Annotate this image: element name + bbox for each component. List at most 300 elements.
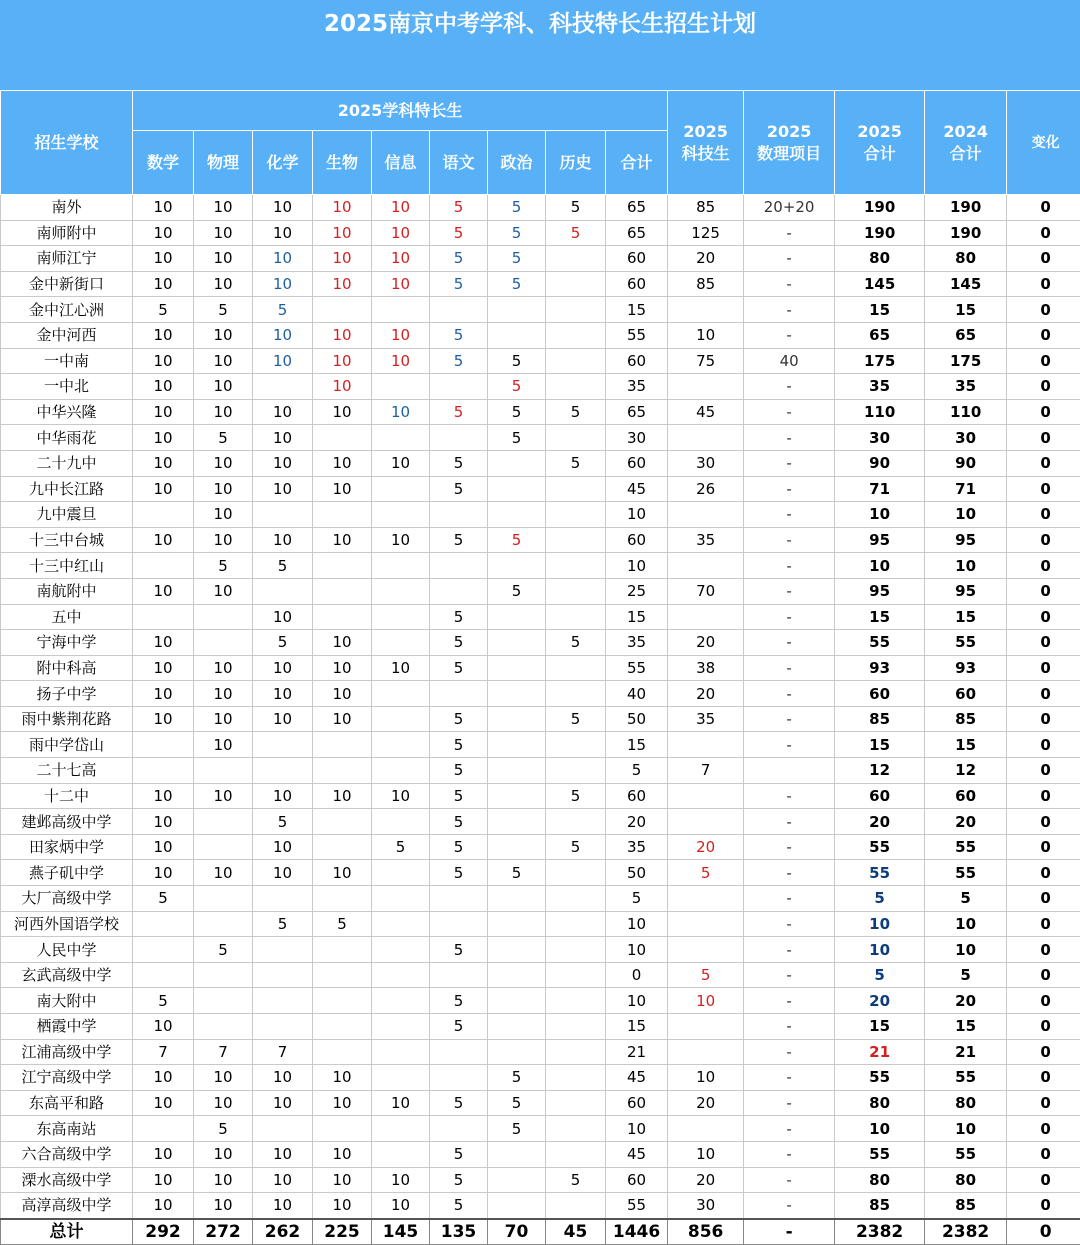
it-cell <box>372 681 430 707</box>
physics-cell: 10 <box>194 476 253 502</box>
physics-cell <box>194 758 253 784</box>
history-cell <box>546 732 606 758</box>
physics-cell: 10 <box>194 783 253 809</box>
chemistry-cell: 10 <box>253 1065 313 1091</box>
history-cell <box>546 246 606 272</box>
change-cell: 0 <box>1007 962 1080 988</box>
math-cell: 10 <box>133 1193 194 1219</box>
tech-cell: 75 <box>668 348 744 374</box>
total-2024-cell: 85 <box>925 1193 1007 1219</box>
subject-sum-cell: 50 <box>606 860 668 886</box>
subject-header-sum: 合计 <box>606 131 668 195</box>
table-row <box>1 809 1080 835</box>
table-row <box>1 578 1080 604</box>
chinese-cell: 5 <box>430 322 488 348</box>
math-cell: 10 <box>133 1141 194 1167</box>
enrollment-table <box>0 90 1080 1245</box>
it-cell: 10 <box>372 348 430 374</box>
school-header: 招生学校 <box>1 91 133 195</box>
it-cell: 10 <box>372 527 430 553</box>
politics-cell <box>488 630 546 656</box>
math-cell: 10 <box>133 322 194 348</box>
change-cell: 0 <box>1007 553 1080 579</box>
subject-sum-cell: 21 <box>606 1039 668 1065</box>
chinese-cell: 5 <box>430 1141 488 1167</box>
table-row <box>1 604 1080 630</box>
politics-cell: 5 <box>488 220 546 246</box>
math-cell: 10 <box>133 425 194 451</box>
chinese-cell: 5 <box>430 1167 488 1193</box>
physics-cell <box>194 911 253 937</box>
physics-cell <box>194 809 253 835</box>
chinese-cell: 5 <box>430 758 488 784</box>
change-cell: 0 <box>1007 630 1080 656</box>
math-physics-cell: - <box>744 1193 835 1219</box>
total-2025-cell: 55 <box>835 630 925 656</box>
total-total-2024-cell: 2382 <box>925 1219 1007 1245</box>
math-physics-cell: - <box>744 246 835 272</box>
total-2025-cell: 190 <box>835 195 925 221</box>
change-cell: 0 <box>1007 322 1080 348</box>
subject-sum-cell: 55 <box>606 1193 668 1219</box>
it-cell <box>372 553 430 579</box>
history-cell <box>546 655 606 681</box>
tech-cell: 5 <box>668 962 744 988</box>
politics-cell <box>488 1039 546 1065</box>
physics-cell: 10 <box>194 706 253 732</box>
change-cell: 0 <box>1007 1065 1080 1091</box>
history-cell <box>546 1141 606 1167</box>
school-name-cell: 溧水高级中学 <box>1 1167 133 1193</box>
school-name-cell: 田家炳中学 <box>1 834 133 860</box>
tech-cell <box>668 783 744 809</box>
politics-cell: 5 <box>488 246 546 272</box>
total-math-cell: 292 <box>133 1219 194 1245</box>
tech-cell: 20 <box>668 1167 744 1193</box>
school-name-cell: 宁海中学 <box>1 630 133 656</box>
school-name-cell: 九中长江路 <box>1 476 133 502</box>
subject-sum-cell: 10 <box>606 937 668 963</box>
physics-cell <box>194 1014 253 1040</box>
it-cell <box>372 988 430 1014</box>
change-cell: 0 <box>1007 1090 1080 1116</box>
history-cell <box>546 681 606 707</box>
physics-cell <box>194 630 253 656</box>
biology-cell <box>313 834 372 860</box>
biology-cell <box>313 732 372 758</box>
chinese-cell: 5 <box>430 655 488 681</box>
table-row <box>1 886 1080 912</box>
total-2025-cell: 145 <box>835 271 925 297</box>
math-physics-cell: - <box>744 834 835 860</box>
biology-cell: 10 <box>313 1090 372 1116</box>
math-physics-cell: - <box>744 860 835 886</box>
total-2024-cell: 65 <box>925 322 1007 348</box>
total-2025-header: 2025 合计 <box>835 91 925 195</box>
politics-cell: 5 <box>488 195 546 221</box>
chemistry-cell: 5 <box>253 809 313 835</box>
biology-cell: 10 <box>313 348 372 374</box>
school-name-cell: 金中江心洲 <box>1 297 133 323</box>
it-cell <box>372 706 430 732</box>
total-2024-cell: 175 <box>925 348 1007 374</box>
biology-cell: 10 <box>313 476 372 502</box>
tech-cell <box>668 1116 744 1142</box>
biology-cell: 10 <box>313 706 372 732</box>
school-name-cell: 九中震旦 <box>1 502 133 528</box>
subject-sum-cell: 65 <box>606 195 668 221</box>
total-2025-cell: 60 <box>835 783 925 809</box>
school-name-cell: 五中 <box>1 604 133 630</box>
school-name-cell: 十三中红山 <box>1 553 133 579</box>
it-cell <box>372 1141 430 1167</box>
politics-cell: 5 <box>488 1116 546 1142</box>
chemistry-cell: 10 <box>253 681 313 707</box>
math-cell <box>133 937 194 963</box>
chinese-cell: 5 <box>430 860 488 886</box>
politics-cell <box>488 476 546 502</box>
math-physics-cell: - <box>744 476 835 502</box>
math-physics-cell: - <box>744 527 835 553</box>
change-cell: 0 <box>1007 246 1080 272</box>
school-name-cell: 扬子中学 <box>1 681 133 707</box>
table-row <box>1 1065 1080 1091</box>
subject-sum-cell: 15 <box>606 604 668 630</box>
physics-cell: 10 <box>194 246 253 272</box>
change-cell: 0 <box>1007 988 1080 1014</box>
math-cell <box>133 502 194 528</box>
table-row <box>1 246 1080 272</box>
physics-cell: 10 <box>194 681 253 707</box>
table-row <box>1 1039 1080 1065</box>
tech-cell: 20 <box>668 834 744 860</box>
table-row <box>1 425 1080 451</box>
chemistry-cell: 10 <box>253 246 313 272</box>
math-cell <box>133 758 194 784</box>
chemistry-cell: 5 <box>253 553 313 579</box>
math-physics-cell: - <box>744 809 835 835</box>
physics-cell: 10 <box>194 1065 253 1091</box>
history-cell: 5 <box>546 195 606 221</box>
it-cell: 10 <box>372 1193 430 1219</box>
chinese-cell: 5 <box>430 348 488 374</box>
math-cell: 10 <box>133 1167 194 1193</box>
politics-cell <box>488 655 546 681</box>
school-name-cell: 中华雨花 <box>1 425 133 451</box>
table-row <box>1 732 1080 758</box>
change-cell: 0 <box>1007 271 1080 297</box>
history-cell <box>546 322 606 348</box>
subject-sum-cell: 45 <box>606 476 668 502</box>
subject-sum-cell: 65 <box>606 220 668 246</box>
chinese-cell: 5 <box>430 834 488 860</box>
chinese-cell: 5 <box>430 732 488 758</box>
history-cell <box>546 886 606 912</box>
subject-sum-cell: 45 <box>606 1065 668 1091</box>
total-2025-cell: 10 <box>835 502 925 528</box>
physics-cell: 10 <box>194 1193 253 1219</box>
chinese-cell: 5 <box>430 220 488 246</box>
history-cell: 5 <box>546 783 606 809</box>
tech-cell <box>668 732 744 758</box>
chinese-cell: 5 <box>430 246 488 272</box>
total-2024-cell: 35 <box>925 374 1007 400</box>
math-cell <box>133 1116 194 1142</box>
tech-cell: 85 <box>668 271 744 297</box>
tech-cell <box>668 937 744 963</box>
chinese-cell: 5 <box>430 988 488 1014</box>
physics-cell <box>194 988 253 1014</box>
change-cell: 0 <box>1007 655 1080 681</box>
table-row <box>1 195 1080 221</box>
tech-cell <box>668 374 744 400</box>
total-total-2025-cell: 2382 <box>835 1219 925 1245</box>
physics-cell <box>194 886 253 912</box>
total-history-cell: 45 <box>546 1219 606 1245</box>
tech-cell: 26 <box>668 476 744 502</box>
total-2024-cell: 10 <box>925 553 1007 579</box>
biology-cell <box>313 1014 372 1040</box>
biology-cell: 5 <box>313 911 372 937</box>
tech-cell <box>668 809 744 835</box>
total-2024-cell: 190 <box>925 195 1007 221</box>
table-row <box>1 322 1080 348</box>
math-cell: 5 <box>133 988 194 1014</box>
politics-cell <box>488 706 546 732</box>
math-cell: 10 <box>133 527 194 553</box>
school-name-cell: 南外 <box>1 195 133 221</box>
math-physics-header: 2025 数理项目 <box>744 91 835 195</box>
chemistry-cell: 10 <box>253 1090 313 1116</box>
it-cell <box>372 630 430 656</box>
table-row <box>1 1014 1080 1040</box>
total-2024-cell: 80 <box>925 1090 1007 1116</box>
change-cell: 0 <box>1007 758 1080 784</box>
politics-cell <box>488 297 546 323</box>
total-2024-header: 2024 合计 <box>925 91 1007 195</box>
politics-cell <box>488 783 546 809</box>
chinese-cell: 5 <box>430 450 488 476</box>
total-2025-cell: 30 <box>835 425 925 451</box>
change-cell: 0 <box>1007 450 1080 476</box>
subject-header-math: 数学 <box>133 131 194 195</box>
biology-cell: 10 <box>313 220 372 246</box>
change-cell: 0 <box>1007 399 1080 425</box>
table-row <box>1 860 1080 886</box>
biology-cell: 10 <box>313 195 372 221</box>
math-cell: 10 <box>133 860 194 886</box>
history-cell <box>546 502 606 528</box>
politics-cell: 5 <box>488 860 546 886</box>
school-name-cell: 二十七高 <box>1 758 133 784</box>
math-cell: 7 <box>133 1039 194 1065</box>
chemistry-cell <box>253 988 313 1014</box>
math-physics-cell: - <box>744 271 835 297</box>
politics-cell <box>488 681 546 707</box>
total-2024-cell: 15 <box>925 297 1007 323</box>
chemistry-cell: 10 <box>253 271 313 297</box>
chinese-cell <box>430 886 488 912</box>
tech-cell <box>668 886 744 912</box>
history-cell <box>546 578 606 604</box>
total-2024-cell: 190 <box>925 220 1007 246</box>
chinese-cell <box>430 502 488 528</box>
chinese-cell: 5 <box>430 783 488 809</box>
chinese-cell <box>430 1116 488 1142</box>
chemistry-cell: 10 <box>253 399 313 425</box>
total-2025-cell: 95 <box>835 578 925 604</box>
school-name-cell: 附中科高 <box>1 655 133 681</box>
table-row <box>1 348 1080 374</box>
physics-cell <box>194 604 253 630</box>
school-name-cell: 南大附中 <box>1 988 133 1014</box>
it-cell <box>372 809 430 835</box>
subject-sum-cell: 60 <box>606 271 668 297</box>
history-cell: 5 <box>546 630 606 656</box>
total-label: 总计 <box>1 1219 133 1245</box>
biology-cell: 10 <box>313 527 372 553</box>
math-cell: 10 <box>133 399 194 425</box>
subject-header-it: 信息 <box>372 131 430 195</box>
subject-sum-cell: 55 <box>606 655 668 681</box>
total-2024-cell: 20 <box>925 988 1007 1014</box>
table-row <box>1 630 1080 656</box>
politics-cell: 5 <box>488 399 546 425</box>
math-cell <box>133 911 194 937</box>
change-cell: 0 <box>1007 348 1080 374</box>
math-cell: 10 <box>133 271 194 297</box>
subject-sum-cell: 60 <box>606 246 668 272</box>
tech-header: 2025 科技生 <box>668 91 744 195</box>
school-name-cell: 金中新街口 <box>1 271 133 297</box>
tech-cell: 20 <box>668 246 744 272</box>
chemistry-cell: 5 <box>253 297 313 323</box>
math-physics-cell: - <box>744 655 835 681</box>
tech-cell: 20 <box>668 1090 744 1116</box>
politics-cell <box>488 911 546 937</box>
math-physics-cell: - <box>744 1141 835 1167</box>
chemistry-cell: 10 <box>253 195 313 221</box>
chinese-cell <box>430 1065 488 1091</box>
total-2025-cell: 10 <box>835 553 925 579</box>
school-name-cell: 东高南站 <box>1 1116 133 1142</box>
subject-sum-cell: 60 <box>606 450 668 476</box>
physics-cell: 5 <box>194 425 253 451</box>
chinese-cell: 5 <box>430 399 488 425</box>
tech-cell: 30 <box>668 1193 744 1219</box>
tech-cell: 10 <box>668 322 744 348</box>
chinese-cell: 5 <box>430 1090 488 1116</box>
it-cell <box>372 1065 430 1091</box>
table-row <box>1 988 1080 1014</box>
tech-cell <box>668 502 744 528</box>
history-cell <box>546 425 606 451</box>
table-row <box>1 655 1080 681</box>
biology-cell <box>313 988 372 1014</box>
math-physics-cell: - <box>744 1039 835 1065</box>
math-physics-cell: - <box>744 220 835 246</box>
politics-cell <box>488 502 546 528</box>
total-biology-cell: 225 <box>313 1219 372 1245</box>
total-2025-cell: 71 <box>835 476 925 502</box>
tech-cell: 85 <box>668 195 744 221</box>
math-cell: 10 <box>133 220 194 246</box>
it-cell <box>372 911 430 937</box>
tech-cell: 10 <box>668 988 744 1014</box>
subject-sum-cell: 15 <box>606 297 668 323</box>
total-2025-cell: 5 <box>835 886 925 912</box>
math-cell: 10 <box>133 1090 194 1116</box>
politics-cell: 5 <box>488 271 546 297</box>
it-cell <box>372 476 430 502</box>
physics-cell <box>194 962 253 988</box>
subject-sum-cell: 10 <box>606 988 668 1014</box>
chinese-cell: 5 <box>430 271 488 297</box>
total-2025-cell: 15 <box>835 297 925 323</box>
chemistry-cell: 10 <box>253 604 313 630</box>
math-physics-cell: - <box>744 578 835 604</box>
tech-cell: 7 <box>668 758 744 784</box>
math-cell: 10 <box>133 706 194 732</box>
biology-cell: 10 <box>313 681 372 707</box>
chinese-cell <box>430 425 488 451</box>
physics-cell <box>194 834 253 860</box>
table-row <box>1 834 1080 860</box>
table-row <box>1 450 1080 476</box>
total-2024-cell: 55 <box>925 860 1007 886</box>
math-cell: 10 <box>133 195 194 221</box>
physics-cell: 10 <box>194 322 253 348</box>
total-2025-cell: 10 <box>835 937 925 963</box>
table-row <box>1 758 1080 784</box>
total-2025-cell: 60 <box>835 681 925 707</box>
total-2024-cell: 60 <box>925 681 1007 707</box>
subject-sum-cell: 60 <box>606 348 668 374</box>
total-2024-cell: 80 <box>925 1167 1007 1193</box>
politics-cell: 5 <box>488 425 546 451</box>
tech-cell: 20 <box>668 681 744 707</box>
subject-sum-cell: 20 <box>606 809 668 835</box>
tech-cell: 38 <box>668 655 744 681</box>
history-cell <box>546 809 606 835</box>
school-name-cell: 江浦高级中学 <box>1 1039 133 1065</box>
total-2024-cell: 10 <box>925 911 1007 937</box>
biology-cell: 10 <box>313 399 372 425</box>
biology-cell <box>313 553 372 579</box>
math-physics-cell: 40 <box>744 348 835 374</box>
subject-sum-cell: 60 <box>606 1090 668 1116</box>
table-row <box>1 1167 1080 1193</box>
math-cell <box>133 962 194 988</box>
school-name-cell: 南师附中 <box>1 220 133 246</box>
politics-cell <box>488 604 546 630</box>
physics-cell: 10 <box>194 860 253 886</box>
table-row <box>1 1193 1080 1219</box>
physics-cell: 10 <box>194 374 253 400</box>
it-cell <box>372 578 430 604</box>
it-cell <box>372 1116 430 1142</box>
total-2024-cell: 30 <box>925 425 1007 451</box>
biology-cell <box>313 297 372 323</box>
biology-cell <box>313 502 372 528</box>
change-cell: 0 <box>1007 195 1080 221</box>
total-2024-cell: 110 <box>925 399 1007 425</box>
chemistry-cell <box>253 937 313 963</box>
history-cell <box>546 1116 606 1142</box>
total-2025-cell: 55 <box>835 834 925 860</box>
total-2025-cell: 93 <box>835 655 925 681</box>
subject-sum-cell: 40 <box>606 681 668 707</box>
